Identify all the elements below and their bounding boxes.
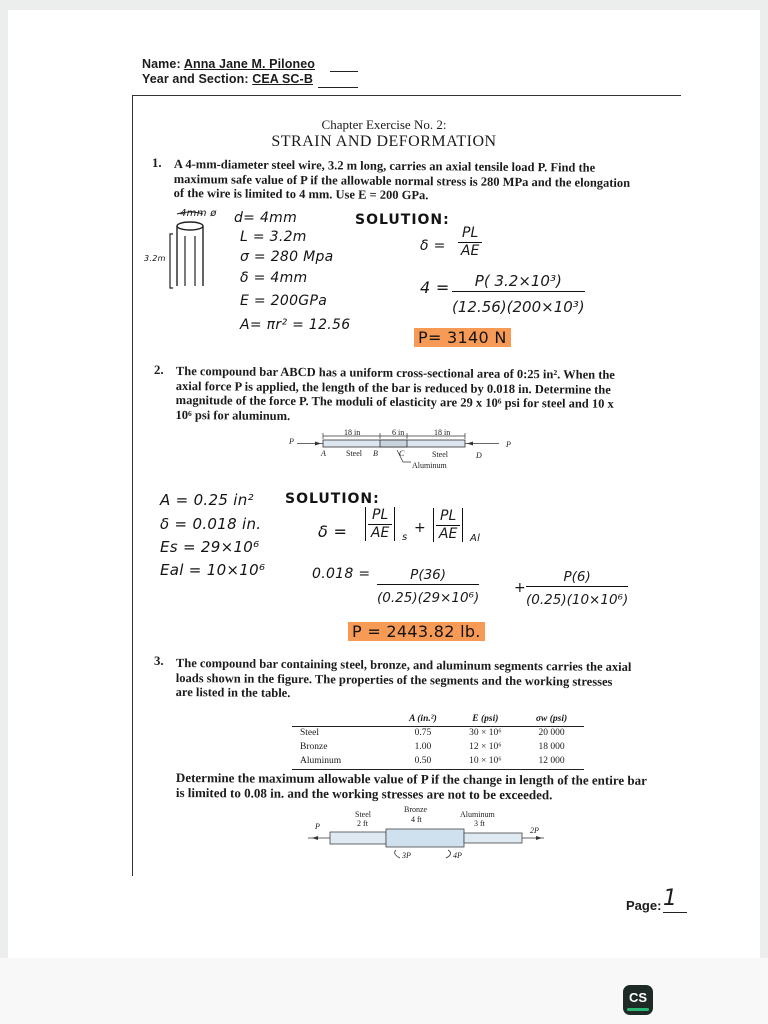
diameter-label: 4mm ø	[180, 208, 217, 219]
table-header	[292, 712, 394, 727]
student-name: Anna Jane M. Piloneo	[183, 57, 316, 71]
answer1-highlight: P= 3140 N	[414, 328, 511, 347]
substitution2-num1: P(36)	[377, 567, 479, 585]
length-label: 3.2m	[144, 254, 166, 263]
table-cell: 20 000	[538, 728, 565, 738]
table-row	[292, 741, 584, 755]
substitution-lhs: 4 =	[420, 278, 450, 297]
formula2-term-al-num: PL	[436, 508, 460, 526]
given-E: E = 200GPa	[240, 293, 328, 309]
dim-bc: 6 in	[392, 428, 405, 437]
problem1-text	[174, 157, 666, 205]
substitution2-num2: P(6)	[526, 569, 628, 587]
given2-Es: Es = 29×10⁶	[160, 538, 260, 556]
table-cell: Bronze	[300, 742, 328, 752]
formula2-term-steel-num: PL	[368, 507, 392, 525]
problem2-line: The compound bar ABCD has a uniform cross-sectional area of 0:25 in². When the	[175, 364, 615, 382]
section-value: CEA SC-B	[252, 72, 313, 86]
formula2-sub-al: Al	[470, 533, 481, 544]
dim-cd: 18 in	[434, 428, 451, 437]
properties-table	[292, 712, 584, 770]
formula-fraction	[458, 225, 482, 259]
segment-steel-length: 2 ft	[357, 819, 368, 828]
answer1	[414, 328, 511, 347]
section-underline	[318, 87, 358, 88]
substitution-denominator: (12.56)(200×10³)	[452, 298, 585, 316]
formula2-term-steel-den: AE	[370, 525, 390, 541]
problem3-text	[176, 656, 672, 704]
name-underline	[330, 71, 358, 72]
segment-bc-aluminum: Aluminum	[412, 461, 447, 470]
given2-delta: δ = 0.018 in.	[160, 515, 262, 533]
substitution-fraction	[452, 272, 585, 316]
given-A: A= πr² = 12.56	[240, 317, 351, 333]
table-cell: 0.50	[414, 756, 432, 766]
problem3-line: is limited to 0.08 in. and the working stresses are not to be exceeded.	[175, 784, 553, 803]
load-p-left: P	[289, 437, 294, 446]
table-row	[292, 755, 584, 770]
formula2-term-aluminum	[433, 508, 463, 542]
point-a: A	[321, 449, 326, 458]
formula-denominator: AE	[460, 243, 480, 259]
table-cell: 30 × 10⁶	[469, 728, 502, 738]
section-label: Year and Section:	[142, 72, 249, 86]
problem2-line: magnitude of the force P. The moduli of elasticity are 29 x 10⁶ psi for steel and 10 x	[175, 393, 614, 412]
table-cell: 18 000	[538, 742, 565, 752]
table-cell: Aluminum	[300, 756, 342, 766]
camscanner-logo-icon: CS	[623, 985, 653, 1015]
problem3-number: 3.	[154, 654, 164, 668]
table-cell: 12 × 10⁶	[469, 742, 502, 752]
load-p: P	[315, 822, 320, 831]
table-header: A (in.²)	[409, 714, 437, 724]
point-b: B	[373, 449, 378, 458]
topic-title: STRAIN AND DEFORMATION	[271, 133, 497, 150]
table-cell: 0.75	[414, 728, 432, 738]
segment-bronze-label: Bronze	[404, 805, 428, 814]
formula2-term-al-den: AE	[438, 526, 458, 542]
point-c: C	[399, 449, 405, 458]
table-cell: 10 × 10⁶	[469, 756, 502, 766]
dim-ab: 18 in	[344, 428, 361, 437]
substitution2-term1	[377, 567, 479, 606]
given2-Eal: Eal = 10×10⁶	[160, 561, 266, 579]
table-cell: Steel	[300, 728, 319, 738]
problem1-line: of the wire is limited to 4 mm. Use E = 200 GPa.	[173, 186, 429, 203]
load-2p: 2P	[530, 826, 539, 835]
problem3-line: The compound bar containing steel, bronze, and aluminum segments carries the axial	[175, 656, 632, 674]
problem2-number: 2.	[154, 363, 164, 377]
substitution2-den1: (0.25)(29×10⁶)	[377, 590, 480, 606]
table-cell: 1.00	[414, 742, 432, 752]
problem1-line: A 4-mm-diameter steel wire, 3.2 m long, carries an axial tensile load P. Find the	[173, 157, 596, 175]
problem3-line: Determine the maximum allowable value of P if the change in length of the entire bar	[175, 770, 647, 788]
table-header-row	[292, 712, 584, 727]
formula2-lhs: δ =	[318, 522, 348, 541]
name-label: Name:	[142, 57, 181, 71]
problem3-line: are listed in the table.	[175, 685, 291, 701]
formula2-plus: +	[414, 520, 427, 536]
load-4p: 4P	[453, 851, 462, 860]
given-sigma: σ = 280 Mpa	[240, 249, 334, 265]
formula2-sub-s: s	[402, 532, 408, 543]
formula-numerator: PL	[458, 225, 482, 243]
table-header: E (psi)	[472, 714, 499, 724]
answer2	[348, 622, 485, 641]
load-3p: 3P	[402, 851, 411, 860]
given-delta: δ = 4mm	[240, 270, 308, 286]
segment-aluminum-label: Aluminum	[460, 810, 495, 819]
solution2-label: SOLUTION:	[285, 491, 380, 507]
problem2-line: 10⁶ psi for aluminum.	[175, 407, 291, 423]
solution-label: SOLUTION:	[355, 212, 450, 228]
page-label: Page:	[626, 898, 662, 913]
substitution2-term2	[526, 569, 628, 608]
formula-lhs: δ =	[420, 238, 446, 254]
segment-cd-steel: Steel	[432, 450, 448, 459]
problem3-line: loads shown in the figure. The properties of the segments and the working stresses	[175, 670, 613, 689]
problem2-line: axial force P is applied, the length of the bar is reduced by 0.018 in. Determine the	[175, 378, 611, 397]
segment-steel-label: Steel	[355, 810, 371, 819]
page-number: 1	[663, 886, 677, 911]
given2-A: A = 0.25 in²	[160, 491, 254, 509]
given-L: L = 3.2m	[240, 229, 307, 245]
given-d: d= 4mm	[234, 210, 298, 226]
substitution-numerator: P( 3.2×10³)	[452, 272, 585, 292]
load-p-right: P	[506, 440, 511, 449]
page-number-underline	[663, 912, 687, 913]
table-row	[292, 727, 584, 742]
problem1-number: 1.	[152, 156, 162, 170]
chapter-label: Chapter Exercise No. 2:	[321, 117, 447, 132]
formula2-term-steel	[365, 507, 395, 541]
substitution2-plus: +	[514, 580, 527, 596]
answer2-highlight: P = 2443.82 lb.	[348, 622, 485, 641]
table-header: σw (psi)	[535, 714, 568, 724]
problem2-text	[175, 364, 669, 427]
segment-bronze-length: 4 ft	[411, 815, 422, 824]
substitution2-lhs: 0.018 =	[312, 566, 371, 582]
wire-sketch	[140, 206, 230, 296]
three-segment-bar-figure	[308, 820, 548, 870]
table-cell: 12 000	[538, 756, 565, 766]
name-line	[142, 57, 315, 71]
segment-ab-steel: Steel	[346, 449, 362, 458]
point-d: D	[476, 451, 482, 460]
problem3-text2	[176, 770, 676, 803]
problem1-line: maximum safe value of P if the allowable normal stress is 280 MPa and the elongation	[173, 171, 631, 190]
substitution2-den2: (0.25)(10×10⁶)	[526, 592, 629, 608]
segment-aluminum-length: 3 ft	[474, 819, 485, 828]
section-line	[142, 72, 313, 86]
